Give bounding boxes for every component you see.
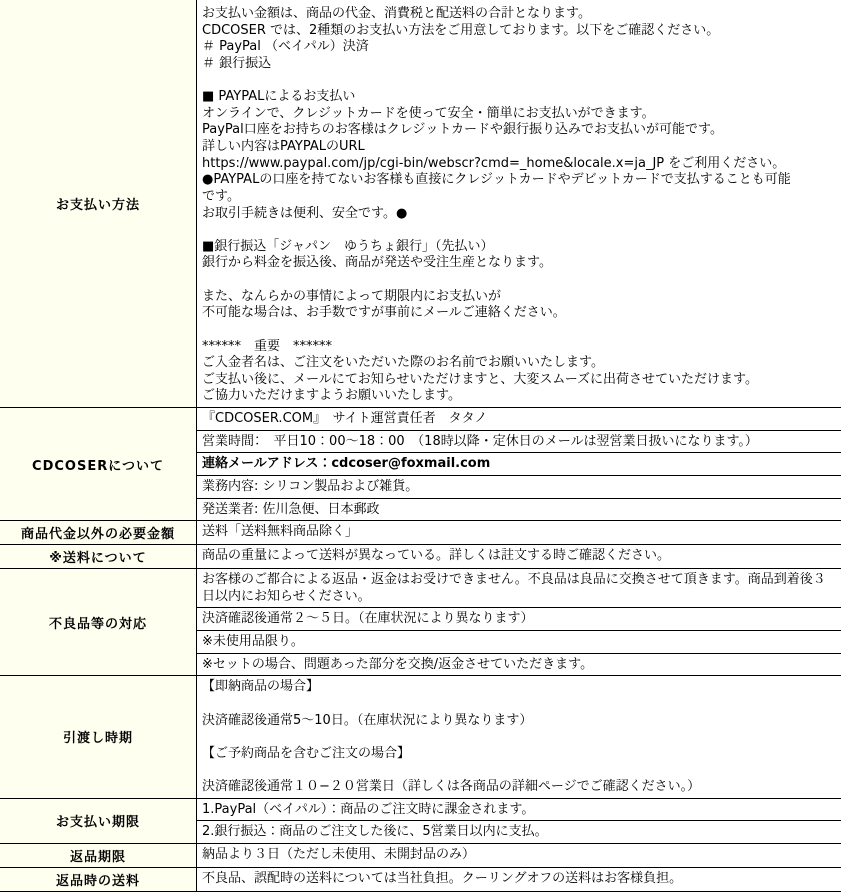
row-content <box>197 521 841 544</box>
content-cell <box>197 654 841 676</box>
row-header: 引渡し時期 <box>0 676 197 797</box>
text-line: 【ご予約商品を含むご注文の場合】 <box>202 745 411 761</box>
row-header: 返品期限 <box>0 844 197 867</box>
content-cell <box>197 408 841 431</box>
content-cell <box>197 821 841 843</box>
blank-line <box>202 696 837 713</box>
table-row <box>0 545 841 569</box>
text-line: ****** 重要 ****** <box>202 338 333 354</box>
content-cell <box>197 868 841 891</box>
content-cell <box>197 476 841 499</box>
text-line: お取引手続きは便利、安全です。● <box>202 205 408 221</box>
blank-line <box>202 729 837 746</box>
table-row <box>0 868 841 892</box>
text-line: です。 <box>202 188 240 204</box>
content-cell <box>197 0 841 407</box>
text-line: ●PAYPALの口座を持てないお客様も直接にクレジットカードやデビットカードで支払することも可能 <box>202 172 791 188</box>
text-line: 営業時間： 平日10：00〜18：00 （18時以降・定休日のメールは翌営業日扱いになります。） <box>202 433 758 449</box>
table-row <box>0 844 841 868</box>
table-row <box>0 0 841 408</box>
text-line: 決済確認後通常１０−２０営業日（詳しくは各商品の詳細ページでご確認ください。） <box>202 779 701 794</box>
row-header: 商品代金以外の必要金額 <box>0 521 197 544</box>
text-line: 銀行から料金を振込後、商品が発送や受注生産となります。 <box>202 255 552 271</box>
content-cell <box>197 799 841 822</box>
content-cell <box>197 431 841 454</box>
text-line: ＃ 銀行振込 <box>202 55 272 71</box>
content-cell <box>197 608 841 631</box>
text-line: 発送業者: 佐川急便、日本郵政 <box>202 501 380 517</box>
table-row <box>0 799 841 844</box>
text-line: 不良品、誤配時の送料については当社負担。クーリングオフの送料はお客様負担。 <box>202 870 683 886</box>
text-line: 送料「送料無料商品除く」 <box>202 524 359 540</box>
table-row <box>0 569 841 676</box>
text-line: ＃ PayPal （ベイパル）決済 <box>202 39 369 55</box>
text-line: https://www.paypal.com/jp/cgi-bin/webscr?cmd=_home&locale.x=ja_JP をご利用ください。 <box>202 155 786 171</box>
text-line: CDCOSER では、2種類のお支払い方法をご用意しております。以下をご確認ください。 <box>202 22 720 38</box>
text-line: 1.PayPal（ベイパル）：商品のご注文時に課金されます。 <box>202 801 535 817</box>
content-cell <box>197 844 841 867</box>
row-header: CDCOSERについて <box>0 408 197 520</box>
text-line: ※セットの場合、問題あった部分を交換/返金させていただきます。 <box>202 656 594 672</box>
text-line: ご協力いただけますようお願いいたします。 <box>202 388 461 404</box>
table-row <box>0 521 841 545</box>
row-content <box>197 0 841 407</box>
blank-line <box>202 322 837 339</box>
text-line: また、なんらかの事情によって期限内にお支払いが <box>202 288 502 304</box>
text-line: お客様のご都合による返品・返金はお受けできません。不良品は良品に交換させて頂きます。商品到着後３日以内にお知らせください。 <box>202 572 826 604</box>
text-line: 商品の重量によって送料が異なっている。詳しくは註文する時ご確認ください。 <box>202 548 671 564</box>
text-line: 決済確認後通常5〜10日。（在庫状況により異なります） <box>202 712 533 728</box>
content-cell <box>197 453 841 476</box>
text-line: 2.銀行振込：商品のご注文した後に、5営業日以内に支払。 <box>202 824 548 840</box>
blank-line <box>202 272 837 289</box>
blank-line <box>202 73 837 90</box>
text-line: 『CDCOSER.COM』 サイト運営責任者 タタノ <box>202 411 488 426</box>
row-content <box>197 408 841 520</box>
row-header: 不良品等の対応 <box>0 569 197 675</box>
row-header: お支払い期限 <box>0 799 197 843</box>
content-cell <box>197 569 841 608</box>
text-line: 納品より３日（ただし未使用、未開封品のみ） <box>202 846 476 862</box>
row-header: 返品時の送料 <box>0 868 197 891</box>
row-content <box>197 868 841 891</box>
text-line: 詳しい内容はPAYPALのURL <box>202 139 365 154</box>
content-cell <box>197 499 841 521</box>
text-line: 決済確認後通常２〜５日。（在庫状況により異なります） <box>202 611 534 627</box>
content-cell <box>197 676 841 797</box>
table-row <box>0 676 841 798</box>
content-cell <box>197 631 841 654</box>
row-content <box>197 545 841 568</box>
text-line: ご入金者名は、ご注文をいただいた際のお名前でお願いいたします。 <box>202 355 604 371</box>
table-row <box>0 408 841 521</box>
row-content <box>197 676 841 797</box>
row-content <box>197 844 841 867</box>
text-line: お支払い金額は、商品の代金、消費税と配送料の合計となります。 <box>202 6 591 21</box>
text-line: PayPal口座をお持ちのお客様はクレジットカードや銀行振り込みでお支払いが可能です。 <box>202 122 723 138</box>
content-cell <box>197 545 841 568</box>
text-line: 不可能な場合は、お手数ですが事前にメールご連絡ください。 <box>202 305 566 321</box>
content-cell <box>197 521 841 544</box>
row-content <box>197 799 841 843</box>
text-line: 連絡メールアドレス：cdcoser@foxmail.com <box>202 456 491 472</box>
row-header: お支払い方法 <box>0 0 197 407</box>
text-line: ※未使用品限り。 <box>202 634 304 649</box>
text-line: ご支払い後に、メールにてお知らせいただけますと、大変スムーズに出荷させていただけます。 <box>202 371 759 387</box>
text-line: オンラインで、クレジットカードを使って安全・簡単にお支払いができます。 <box>202 105 655 121</box>
row-header: ※送料について <box>0 545 197 568</box>
text-line: ■ PAYPALによるお支払い <box>202 89 356 105</box>
row-content <box>197 569 841 675</box>
text-line: ■銀行振込「ジャパン ゆうちょ銀行」（先払い） <box>202 238 494 254</box>
text-line: 【即納商品の場合】 <box>202 679 320 695</box>
text-line: 業務内容: シリコン製品および雑貨。 <box>202 478 419 494</box>
blank-line <box>202 222 837 239</box>
blank-line <box>202 762 837 779</box>
